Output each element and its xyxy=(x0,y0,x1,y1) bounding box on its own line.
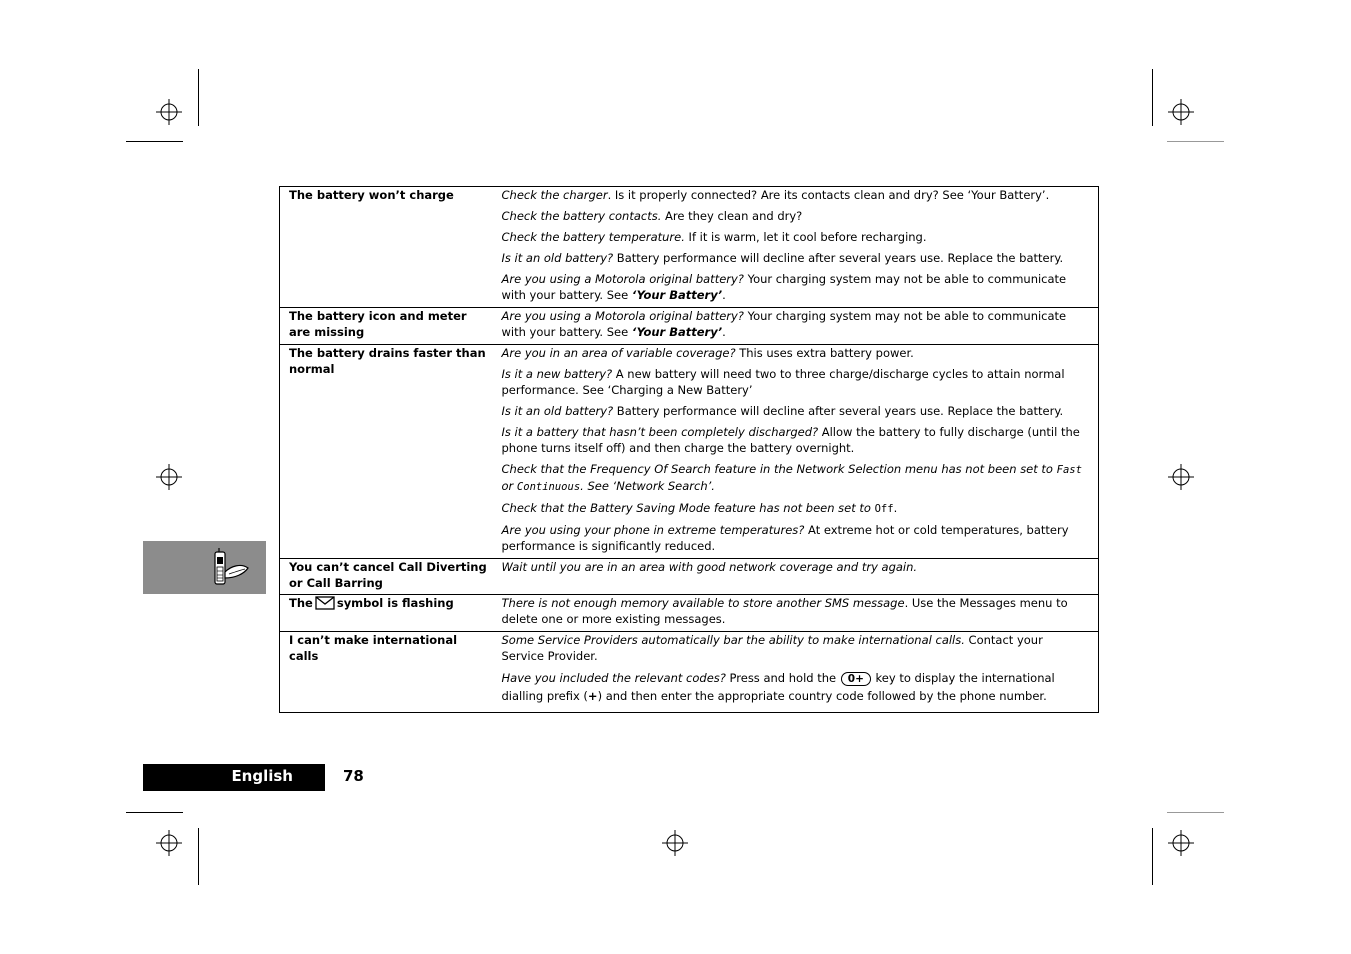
menu-value: Continuous xyxy=(516,481,581,493)
solution-cell xyxy=(494,308,1099,345)
crop-mark xyxy=(126,812,183,813)
table-row xyxy=(280,632,1099,713)
table-row xyxy=(280,187,1099,308)
solution-question: Are you using a Motorola original battery? xyxy=(501,272,744,286)
troubleshooting-table xyxy=(279,186,1099,713)
solution-item xyxy=(502,229,1089,245)
phone-with-hand-icon xyxy=(211,548,251,588)
solution-item xyxy=(502,208,1089,224)
solution-cell xyxy=(494,345,1099,559)
registration-target-icon xyxy=(156,99,182,125)
problem-cell: The battery won’t charge xyxy=(289,188,454,202)
solution-text: Your charging system may not be able to communicate with your battery. See xyxy=(501,309,1067,339)
solution-question: Wait until you are in an area with good network coverage and try again. xyxy=(501,560,918,574)
solution-item xyxy=(502,669,1089,705)
solution-text: Battery performance will decline after several years use. Replace the battery. xyxy=(613,251,1064,265)
solution-text: Battery performance will decline after several years use. Replace the battery. xyxy=(613,404,1064,418)
registration-target-icon xyxy=(156,464,182,490)
solution-question: Are you using a Motorola original battery? xyxy=(501,309,744,323)
solution-text: At extreme hot or cold temperatures, battery performance is significantly reduced. xyxy=(501,523,1069,553)
solution-text: A new battery will need two to three charge/discharge cycles to attain normal performance. See ‘Charging a New Battery’ xyxy=(501,367,1065,397)
plus-symbol: + xyxy=(587,689,598,703)
solution-item xyxy=(502,632,1089,664)
crop-mark xyxy=(1167,141,1224,142)
crop-mark xyxy=(1152,69,1153,126)
solution-question: Are you using your phone in extreme temperatures? xyxy=(501,523,805,537)
solution-text: Check that the Battery Saving Mode feature has not been set to xyxy=(501,501,875,515)
problem-cell: The battery drains faster than normal xyxy=(289,346,486,376)
menu-value: Off xyxy=(874,503,894,515)
solution-text-end: . xyxy=(722,325,726,339)
solution-text: or xyxy=(501,479,517,493)
problem-cell: I can’t make international calls xyxy=(289,633,458,663)
problem-cell: You can’t cancel Call Diverting or Call Barring xyxy=(289,560,487,590)
solution-text: . Use the Messages menu to delete one or more existing messages. xyxy=(501,596,1068,626)
solution-cell xyxy=(494,187,1099,308)
solution-question: Some Service Providers automatically bar the ability to make international calls. xyxy=(501,633,965,647)
table-row xyxy=(280,595,1099,632)
solution-cell xyxy=(494,559,1099,595)
table-row xyxy=(280,559,1099,595)
page-number: 78 xyxy=(343,767,364,785)
solution-text: . xyxy=(893,501,898,515)
problem-cell: The battery icon and meter are missing xyxy=(289,309,467,339)
solution-question: Is it a battery that hasn’t been completely discharged? xyxy=(501,425,819,439)
solution-cell xyxy=(494,632,1099,713)
solution-question: Are you in an area of variable coverage? xyxy=(501,346,736,360)
solution-text: Check that the Frequency Of Search feature in the Network Selection menu has not been set to xyxy=(501,462,1057,476)
solution-text: This uses extra battery power. xyxy=(735,346,914,360)
solution-question: Is it an old battery? xyxy=(501,404,614,418)
registration-target-icon xyxy=(662,830,688,856)
solution-item xyxy=(502,559,1089,575)
solution-text: Are they clean and dry? xyxy=(661,209,803,223)
solution-item xyxy=(502,250,1089,266)
solution-item xyxy=(502,403,1089,419)
crop-mark xyxy=(1167,812,1224,813)
solution-text: . See ‘Network Search’. xyxy=(580,479,715,493)
solution-text: Allow the battery to fully discharge (until the phone turns itself off) and then charge the battery overnight. xyxy=(501,425,1080,455)
menu-value: Fast xyxy=(1056,464,1082,476)
solution-text: Contact your Service Provider. xyxy=(501,633,1043,663)
registration-target-icon xyxy=(1168,464,1194,490)
solution-text: ) and then enter the appropriate country code followed by the phone number. xyxy=(597,689,1047,703)
solution-item xyxy=(502,345,1089,361)
solution-item xyxy=(502,522,1089,554)
registration-target-icon xyxy=(1168,830,1194,856)
solution-text: Your charging system may not be able to communicate with your battery. See xyxy=(501,272,1067,302)
table-row xyxy=(280,345,1099,559)
solution-text: If it is warm, let it cool before recharging. xyxy=(684,230,927,244)
crop-mark xyxy=(198,828,199,885)
solution-question: Is it an old battery? xyxy=(501,251,614,265)
table-row xyxy=(280,308,1099,345)
key-label: 0 xyxy=(847,673,856,685)
solution-item xyxy=(502,500,1089,517)
solution-question: Check the battery contacts. xyxy=(501,209,662,223)
language-label: English xyxy=(143,764,325,791)
solution-item xyxy=(502,366,1089,398)
solution-text: . Is it properly connected? Are its contacts clean and dry? See ‘Your Battery’. xyxy=(607,188,1050,202)
solution-text: Press and hold the xyxy=(725,671,840,685)
envelope-icon xyxy=(315,596,335,610)
solution-question: Is it a new battery? xyxy=(501,367,613,381)
solution-item xyxy=(502,308,1089,340)
registration-target-icon xyxy=(1168,99,1194,125)
crop-mark xyxy=(126,141,183,142)
solution-question: Check the battery temperature. xyxy=(501,230,685,244)
cross-reference: ‘Your Battery’ xyxy=(631,325,723,339)
problem-text: symbol is flashing xyxy=(336,596,454,610)
cross-reference: ‘Your Battery’ xyxy=(631,288,723,302)
chapter-tab xyxy=(143,541,266,594)
crop-mark xyxy=(198,69,199,126)
solution-item xyxy=(502,187,1089,203)
solution-cell xyxy=(494,595,1099,632)
problem-text: The xyxy=(289,596,313,610)
solution-item xyxy=(502,595,1089,627)
problem-cell xyxy=(280,595,494,632)
solution-question: There is not enough memory available to store another SMS message xyxy=(501,596,905,610)
solution-text-end: . xyxy=(722,288,726,302)
solution-item xyxy=(502,271,1089,303)
solution-question: Have you included the relevant codes? xyxy=(501,671,726,685)
solution-item xyxy=(502,424,1089,456)
solution-item xyxy=(502,461,1089,495)
crop-mark xyxy=(1152,828,1153,885)
solution-question: Check the charger xyxy=(501,188,608,202)
zero-key-icon: 0+ xyxy=(841,672,871,686)
registration-target-icon xyxy=(156,830,182,856)
solution-text: key to display the international dialling prefix ( xyxy=(501,671,1055,703)
